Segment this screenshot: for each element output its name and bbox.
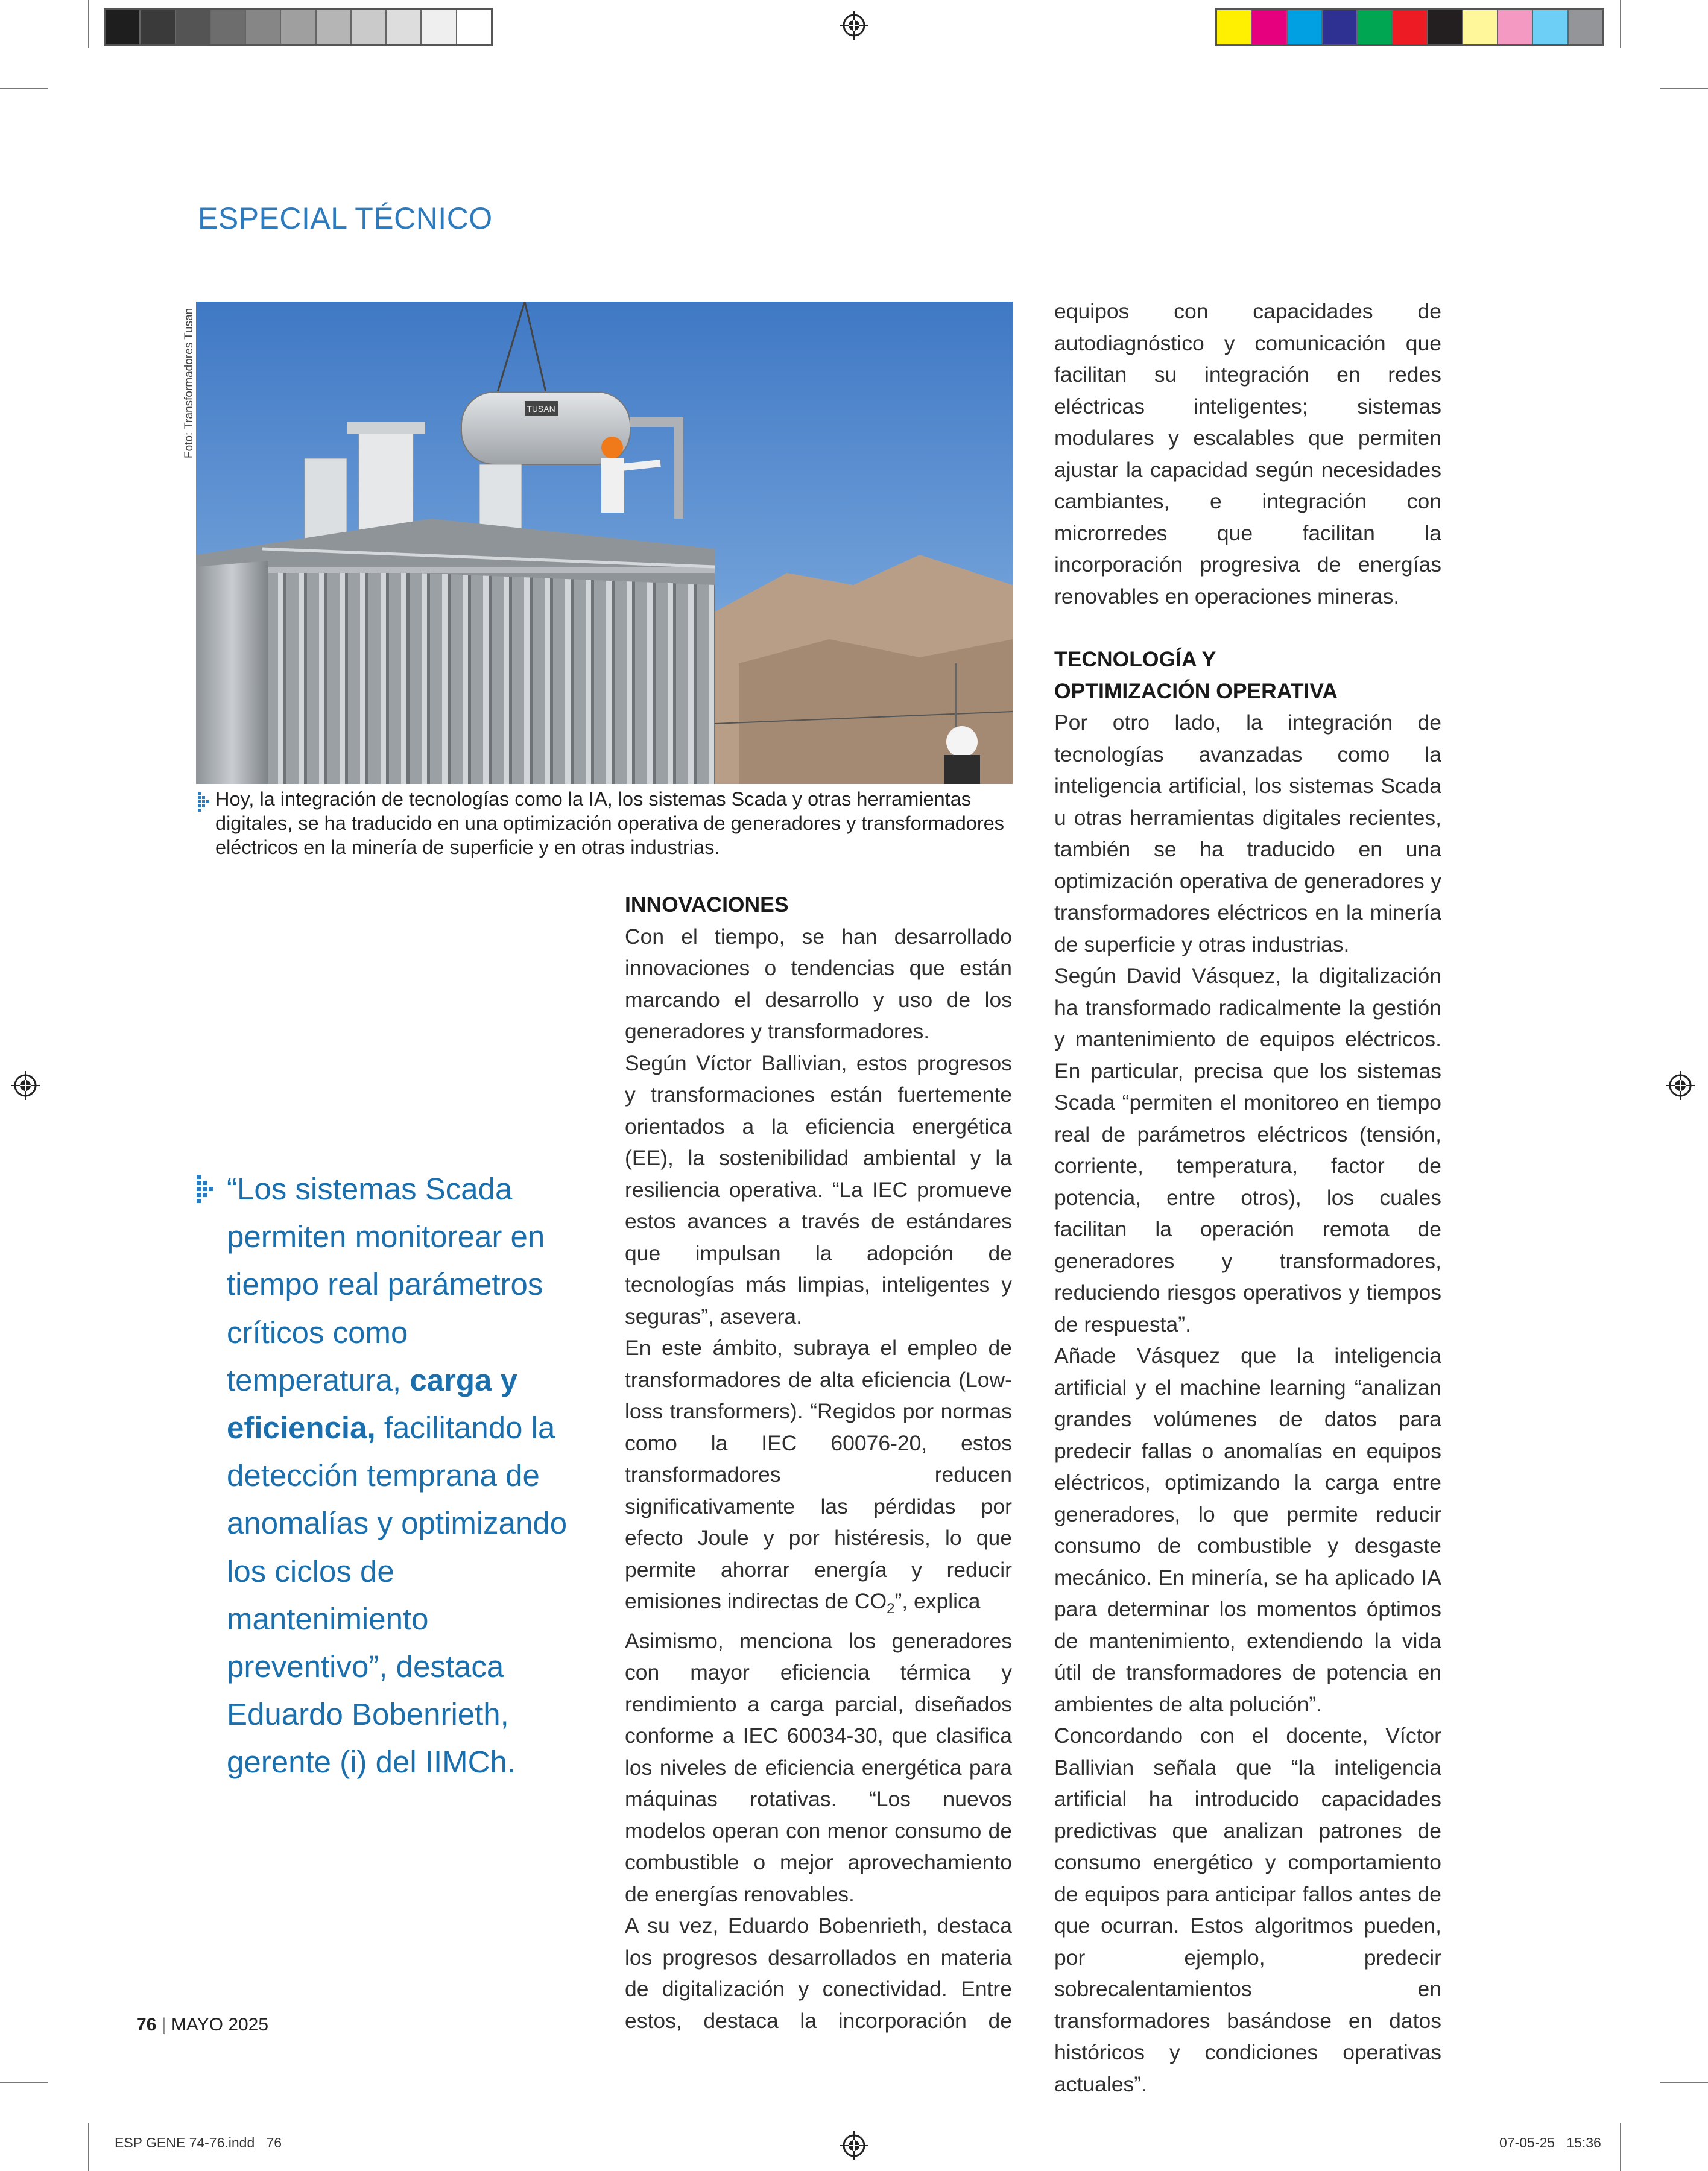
color-swatch <box>422 10 457 44</box>
quote-part1: “Los sistemas Scada permiten monitorear en tiempo real parámetros críticos como temperatura, <box>227 1172 545 1397</box>
registration-mark-icon <box>840 11 868 40</box>
quote-bold: carga y eficiencia, <box>227 1362 517 1446</box>
color-swatch <box>1569 10 1602 44</box>
paragraph: Según Víctor Ballivian, estos progresos y transformaciones están fuertemente orientados a la eficiencia energética (EE), la sostenibilidad ambiental y la resiliencia operativa. “La IEC promueve estos avances a través de estándares que impulsan la adopción de tecnologías más limpias, inteligentes y seguras”, asevera. <box>625 1051 1012 1329</box>
crop-mark <box>1620 0 1621 48</box>
color-swatch <box>1323 10 1358 44</box>
right-column <box>1054 295 1441 2100</box>
crop-mark <box>88 2123 89 2171</box>
page-footer <box>136 2015 268 2035</box>
color-swatch <box>211 10 246 44</box>
color-swatch <box>106 10 141 44</box>
brand-plate: TUSAN <box>527 404 555 414</box>
color-swatch <box>141 10 176 44</box>
paragraph: Según David Vásquez, la digitalización ha transformado radicalmente la gestión y mantenimiento de equipos eléctricos. En particular, precisa que los sistemas Scada “permiten el monitoreo en tiempo real de parámetros eléctricos (tensión, corriente, temperatura, factor de potencia, entre otros), los cuales facilitan la operación remota de generadores y transformadores, reduciendo riesgos operativos y tiempos de respuesta”. <box>1054 964 1441 1336</box>
color-swatch <box>1428 10 1463 44</box>
color-bar <box>1215 8 1604 46</box>
color-swatch <box>352 10 387 44</box>
color-swatch <box>1358 10 1393 44</box>
paragraph-text: En este ámbito, subraya el empleo de transformadores de alta eficiencia (Low-loss transformers). “Regidos por normas como la IEC 60076-20, estos transformadores reducen significativamente las pérdidas por efecto Joule y por histéresis, lo que permite ahorrar energía y reducir emisiones indirectas de CO <box>625 1336 1012 1613</box>
issue-date: MAYO 2025 <box>171 2015 269 2035</box>
grayscale-bar <box>104 8 493 46</box>
color-swatch <box>1288 10 1323 44</box>
color-swatch <box>246 10 281 44</box>
caption-text: Hoy, la integración de tecnologías como la IA, los sistemas Scada y otras herramientas digitales, se ha traducido en una optimización operativa de generadores y transformadores eléctricos en la minería de superficie y en otras industrias. <box>215 788 1004 858</box>
color-swatch <box>387 10 422 44</box>
crop-mark <box>88 0 89 48</box>
paragraph: equipos con capacidades de autodiagnóstico y comunicación que facilitan su integración en redes eléctricas inteligentes; sistemas modulares y escalables que permiten ajustar la capacidad según necesidades cambiantes, e integración con microrredes que facilitan la incorporación progresiva de energías renovables en operaciones mineras. <box>1054 299 1441 608</box>
color-swatch <box>1498 10 1533 44</box>
crop-mark <box>1620 2123 1621 2171</box>
quote-arrow-icon <box>197 1175 213 1203</box>
color-swatch <box>1533 10 1568 44</box>
color-swatch <box>317 10 352 44</box>
paragraph <box>625 1332 1012 1625</box>
paragraph: Por otro lado, la integración de tecnologías avanzadas como la inteligencia artificial, los sistemas Scada u otras herramientas digitales recientes, también se ha traducido en una optimización operativa de generadores y transformadores eléctricos en la minería de superficie y otras industrias. <box>1054 710 1441 956</box>
color-swatch <box>1393 10 1428 44</box>
arrow-bullet-icon <box>198 792 209 812</box>
crop-mark <box>1660 2082 1708 2083</box>
color-swatch <box>1463 10 1498 44</box>
crop-mark <box>0 2082 48 2083</box>
paragraph: A su vez, Eduardo Bobenrieth, destaca los progresos desarrollados en materia de digitalización y conectividad. Entre estos, destaca la incorporación de <box>625 1913 1012 2033</box>
crop-mark <box>0 88 48 89</box>
section-title: ESPECIAL TÉCNICO <box>198 201 493 235</box>
photo-caption <box>198 787 1015 859</box>
color-swatch <box>457 10 491 44</box>
color-swatch <box>281 10 316 44</box>
color-swatch <box>1217 10 1252 44</box>
slug-date: 07-05-25 15:36 <box>1499 2135 1601 2150</box>
paragraph: Concordando con el docente, Víctor Ballivian señala que “la inteligencia artificial ha introducido capacidades predictivas que analizan patrones de consumo energético y comportamiento de equipos para anticipar fallos antes de que ocurran. Estos algoritmos pueden, por ejemplo, predecir sobrecalentamientos en transformadores basándose en datos históricos y condiciones operativas actuales”. <box>1054 1724 1441 2096</box>
middle-column <box>625 889 1012 2037</box>
quote-part2: facilitando la detección temprana de anomalías y optimizando los ciclos de mantenimiento preventivo”, destaca Eduardo Bobenrieth, gerente (i) del IIMCh. <box>227 1411 568 1780</box>
registration-mark-icon <box>840 2131 868 2160</box>
paragraph-text: ”, explica <box>894 1589 981 1613</box>
paragraph: Con el tiempo, se han desarrollado innovaciones o tendencias que están marcando el desarrollo y uso de los generadores y transformadores. <box>625 924 1012 1043</box>
registration-mark-icon <box>11 1071 40 1100</box>
pull-quote <box>227 1165 589 1786</box>
paragraph: Añade Vásquez que la inteligencia artificial y el machine learning “analizan grandes volúmenes de datos para predecir fallas o anomalías en equipos eléctricos, optimizando la carga entre generadores, lo que permite reducir consumo de combustible y desgaste mecánico. En minería, se ha aplicado IA para determinar los momentos óptimos de mantenimiento, extendiendo la vida útil de transformadores de potencia en ambientes de alta polución”. <box>1054 1344 1441 1716</box>
subscript: 2 <box>887 1601 895 1617</box>
crop-mark <box>1660 88 1708 89</box>
color-swatch <box>176 10 211 44</box>
heading-optimizacion: OPTIMIZACIÓN OPERATIVA <box>1054 678 1338 703</box>
heading-innovaciones: INNOVACIONES <box>625 893 789 917</box>
registration-mark-icon <box>1666 1071 1695 1100</box>
footer-separator: | <box>161 2015 166 2035</box>
paragraph: Asimismo, menciona los generadores con mayor eficiencia térmica y rendimiento a carga parcial, diseñados conforme a IEC 60034-30, que clasifica los niveles de eficiencia energética para máquinas rotativas. “Los nuevos modelos operan con menor consumo de combustible o mejor aprovechamiento de energías renovables. <box>625 1628 1012 1906</box>
photo-credit: Foto: Transformadores Tusan <box>183 308 195 458</box>
page-number: 76 <box>136 2015 157 2035</box>
color-swatch <box>1252 10 1287 44</box>
slug-file: ESP GENE 74-76.indd 76 <box>115 2135 282 2150</box>
heading-tecnologia: TECNOLOGÍA Y <box>1054 647 1216 671</box>
transformer-photo <box>196 302 1013 784</box>
